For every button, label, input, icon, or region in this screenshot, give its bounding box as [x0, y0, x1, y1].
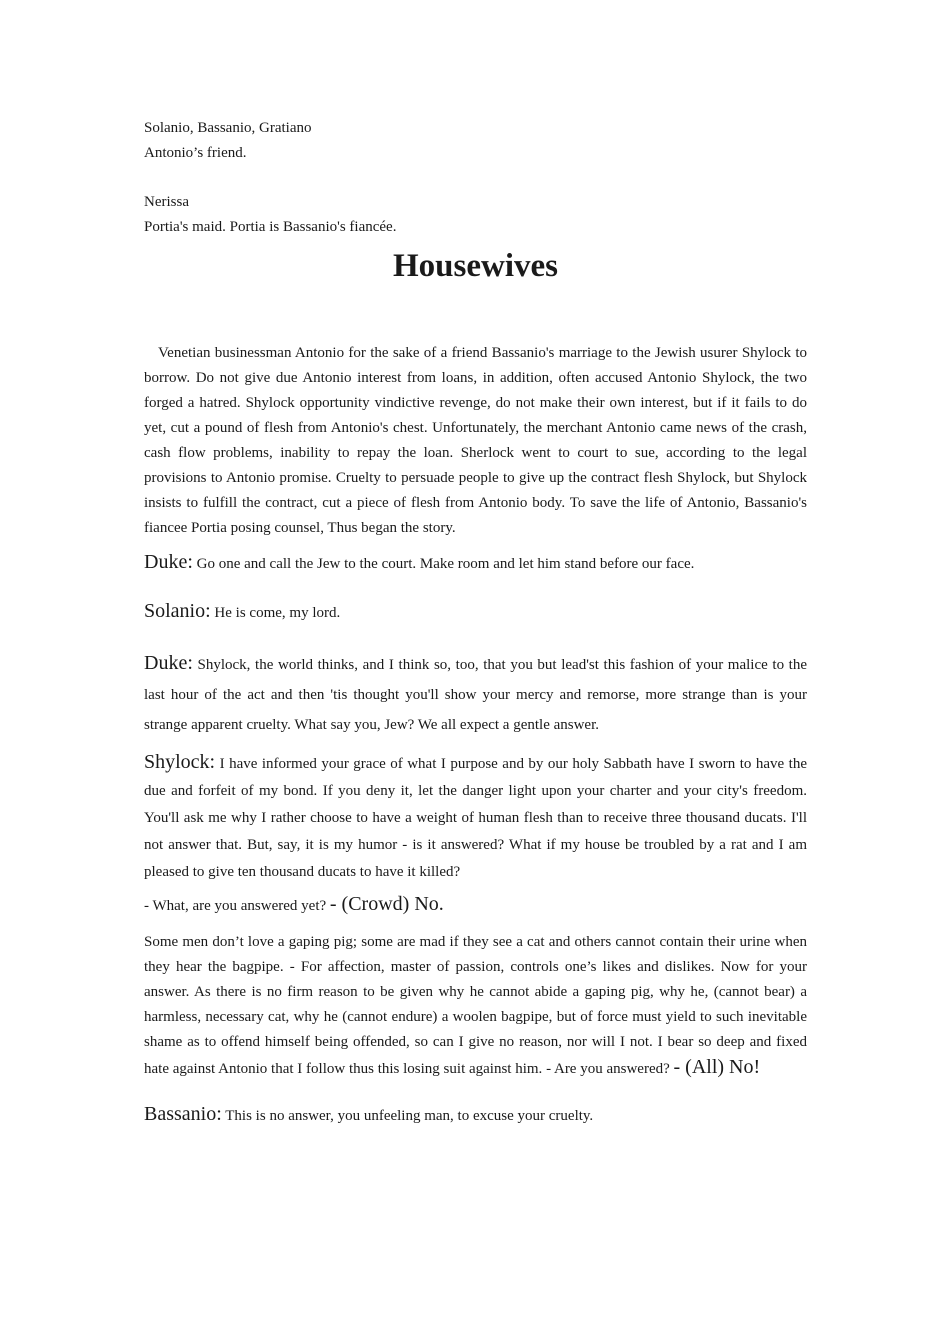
speech-shylock-1 [144, 749, 807, 886]
speaker-label: Shylock: [144, 751, 216, 773]
cast-names-1: Solanio, Bassanio, Gratiano [144, 120, 312, 136]
speech-text: This is no answer, you unfeeling man, to excuse your cruelty. [225, 1108, 594, 1124]
speaker-label: Solanio: [144, 600, 211, 622]
cast-desc-2: Portia's maid. Portia is Bassanio's fiancée. [144, 219, 397, 235]
speech-shylock-question-1 [144, 892, 807, 919]
speech-duke-2 [144, 648, 807, 740]
cast-desc-1: Antonio’s friend. [144, 145, 247, 161]
crowd-reply: - (Crowd) No. [329, 893, 444, 915]
speech-text: - What, are you answered yet? [144, 898, 327, 914]
speech-text: Some men don’t love a gaping pig; some are mad if they see a cat and others cannot contain their urine when they hear the bagpipe. - For affection, master of passion, controls one’s likes and dislikes. Now for your answer. As there is no firm reason to be given why he cannot abide a gaping pig, why he, (cannot bear) a harmless, necessary cat, why he (cannot endure) a woolen bagpipe, but of force must yield to such inevitable shame as to offend himself being offended, so can I give no reason, nor will I not. I bear so deep and fixed hate against Antonio that I follow thus this losing suit against him. [144, 934, 807, 1077]
speaker-label: Bassanio: [144, 1103, 222, 1125]
all-reply: - (All) No! [673, 1056, 761, 1078]
speaker-label: Duke: [144, 652, 193, 674]
document-page [144, 116, 807, 1129]
speech-shylock-2 [144, 930, 807, 1082]
speech-bassanio [144, 1102, 807, 1129]
speaker-label: Duke: [144, 551, 193, 573]
speech-duke-1 [144, 550, 807, 577]
synopsis-paragraph: Venetian businessman Antonio for the sake of a friend Bassanio's marriage to the Jewish usurer Shylock to borrow. Do not give due Antonio interest from loans, in addition, often accused Antonio Shylock, the two forged a hatred. Shylock opportunity vindictive revenge, do not make their own interest, but if it fails to do yet, cut a pound of flesh from Antonio's chest. Unfortunately, the merchant Antonio came news of the crash, cash flow problems, inability to repay the loan. Sherlock went to court to sue, according to the legal provisions to Antonio promise. Cruelty to persuade people to give up the contract flesh Shylock, but Shylock insists to fulfill the contract, cut a piece of flesh from Antonio body. To save the life of Antonio, Bassanio's fiancee Portia posing counsel, Thus began the story. [144, 345, 807, 536]
speech-text: Shylock, the world thinks, and I think so, too, that you but lead'st this fashion of your malice to the last hour of the act and then 'tis thought you'll show your mercy and remorse, more strange than is your strange apparent cruelty. What say you, Jew? We all expect a gentle answer. [144, 657, 808, 733]
cast-names-2: Nerissa [144, 194, 189, 210]
speech-text: Go one and call the Jew to the court. Make room and let him stand before our face. [196, 556, 695, 572]
speech-solanio [144, 599, 807, 626]
speech-text: He is come, my lord. [214, 605, 341, 621]
speech-question: - Are you answered? [546, 1061, 670, 1077]
page-title: Housewives [393, 248, 558, 284]
speech-text: I have informed your grace of what I purpose and by our holy Sabbath have I sworn to have the due and forfeit of my bond. If you deny it, let the danger light upon your charter and your city's freedom. You'll ask me why I rather choose to have a weight of human flesh than to receive three thousand ducats. I'll not answer that. But, say, it is my humor - is it answered? What if my house be troubled by a rat and I am pleased to give ten thousand ducats to have it killed? [144, 756, 808, 880]
